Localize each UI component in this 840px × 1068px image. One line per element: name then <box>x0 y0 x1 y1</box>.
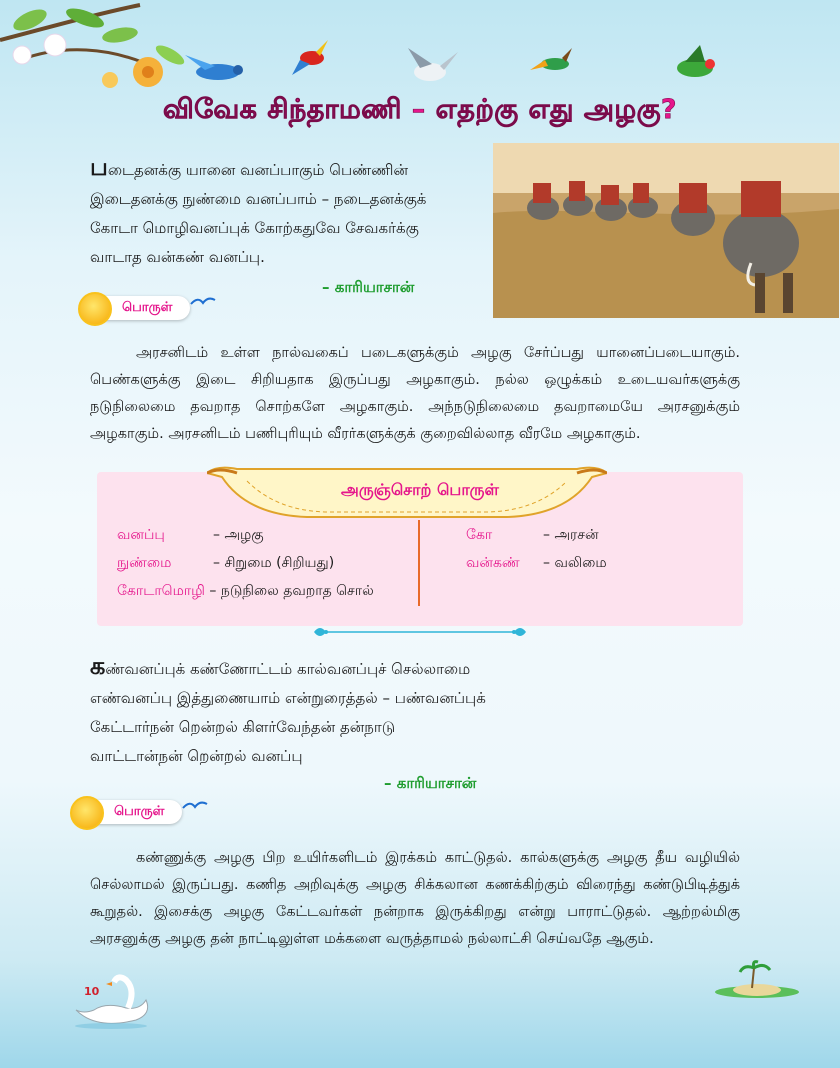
glossary-row-left-2 <box>117 555 171 573</box>
meaning-2-text: கண்ணுக்கு அழகு பிற உயிர்களிடம் இரக்கம் காட்டுதல். கால்களுக்கு அழகு தீய வழியில் செல்லாமல் இருப்பது. கணித அறிவுக்கு அழகு சிக்கலான கணக்கிற்கும் விரைந்து கண்டுபிடித்துக் கூறுதல். இசைக்கு அழகு கேட்டவர்கள் நன்றாக இருக்கிறது என்று பாராட்டுதல். ஆற்றல்மிகு அரசனுக்கு அழகு தன் நாட்டிலுள்ள மக்களை வருத்தாமல் நல்லாட்சி செய்வதே ஆகும். <box>90 850 740 947</box>
glossary-meaning-left-1: – அழகு <box>213 527 264 543</box>
bird-icon <box>190 294 216 310</box>
meaning-badge-2 <box>70 796 220 828</box>
glossary-row-left-1 <box>117 527 165 545</box>
meaning-1-paragraph <box>90 340 740 448</box>
poem-1-author: – காரியாசான் <box>322 278 415 296</box>
poem-2-author: – காரியாசான் <box>384 774 477 792</box>
page-title: விவேக சிந்தாமணி – எதற்கு எது அழகு? <box>162 94 678 125</box>
poem-2-line-2: எண்வனப்பு இத்துணையாம் என்றுரைத்தல் – பண்வனப்புக் <box>90 689 486 707</box>
bird-illustration-5 <box>677 45 715 77</box>
sun-icon <box>78 292 112 326</box>
poem-1 <box>90 153 426 272</box>
flower-branch-illustration <box>0 5 187 88</box>
glossary-heading: அருஞ்சொற் பொருள் <box>341 480 499 499</box>
glossary-meaning-right-1: – அரசன் <box>543 527 599 543</box>
poem-2 <box>90 652 486 771</box>
poem-1-line-3: கோடா மொழிவனப்புக் கோற்கதுவே சேவகர்க்கு <box>90 219 419 237</box>
glossary-row-right-1 <box>466 527 492 545</box>
glossary-word: வன்கண் <box>466 555 520 571</box>
meaning-label: பொருள் <box>122 300 173 315</box>
bird-illustration-1 <box>185 55 243 80</box>
bird-icon <box>182 798 208 814</box>
meaning-label: பொருள் <box>114 804 165 819</box>
glossary-row-right-2 <box>466 555 520 573</box>
poem-2-line-4: வாட்டான்நன் றென்றல் வனப்பு <box>90 747 303 765</box>
glossary-meaning: – நடுநிலை தவறாத சொல் <box>209 583 374 599</box>
drop-cap: க <box>90 652 106 680</box>
glossary-meaning-right-2: – வலிமை <box>543 555 607 571</box>
glossary-divider <box>418 520 420 606</box>
poem-2-line-3: கேட்டார்நன் றென்றல் கிளர்வேந்தன் தன்நாடு <box>90 718 396 736</box>
poem-2-line-1: கண்வனப்புக் கண்ணோட்டம் கால்வனப்புச் செல்லாமை <box>90 652 471 680</box>
poem-1-line-2: இடைதனக்கு நுண்மை வனப்பாம் – நடைதனக்குக் <box>90 190 427 208</box>
glossary-word: கோடாமொழி <box>117 583 205 599</box>
sun-icon <box>70 796 104 830</box>
bird-illustration-2 <box>292 40 328 75</box>
meaning-badge-1 <box>78 292 228 324</box>
bird-illustration-3 <box>408 48 458 81</box>
glossary-word: நுண்மை <box>117 555 172 571</box>
meaning-1-text: அரசனிடம் உள்ள நால்வகைப் படைகளுக்கும் அழகு சேர்ப்பது யானைப்படையாகும். பெண்களுக்கு இடை சிறியதாக இருப்பது அழகாகும். நல்ல ஒழுக்கம் உடையவர்களுக்கு நடுநிலைமை தவறாத சொற்களே அழகாகும். அந்நடுநிலைமை தவறாமையே அரசனுக்கும் அழகாகும். அரசனிடம் பணிபுரியும் வீரர்களுக்குக் குறைவில்லாத வீரமே அழகாகும். <box>90 345 740 442</box>
meaning-2-paragraph <box>90 845 740 953</box>
ornament-divider <box>312 622 528 642</box>
glossary-word: கோ <box>466 527 493 543</box>
glossary-row-left-3 <box>117 583 374 601</box>
glossary-meaning-left-2: – சிறுமை (சிறியது) <box>213 555 335 571</box>
glossary-word: வனப்பு <box>117 527 165 543</box>
elephant-army-illustration <box>493 143 839 318</box>
poem-1-line-4: வாடாத வன்கண் வனப்பு. <box>90 248 265 266</box>
bird-illustration-4 <box>530 48 572 70</box>
island-illustration <box>712 960 802 1000</box>
poem-1-line-1: படைதனக்கு யானை வனப்பாகும் பெண்ணின் <box>90 153 409 181</box>
drop-cap: ப <box>90 153 108 181</box>
swan-illustration <box>66 970 156 1032</box>
page-number: 10 <box>84 985 100 998</box>
header-decoration <box>0 0 840 95</box>
